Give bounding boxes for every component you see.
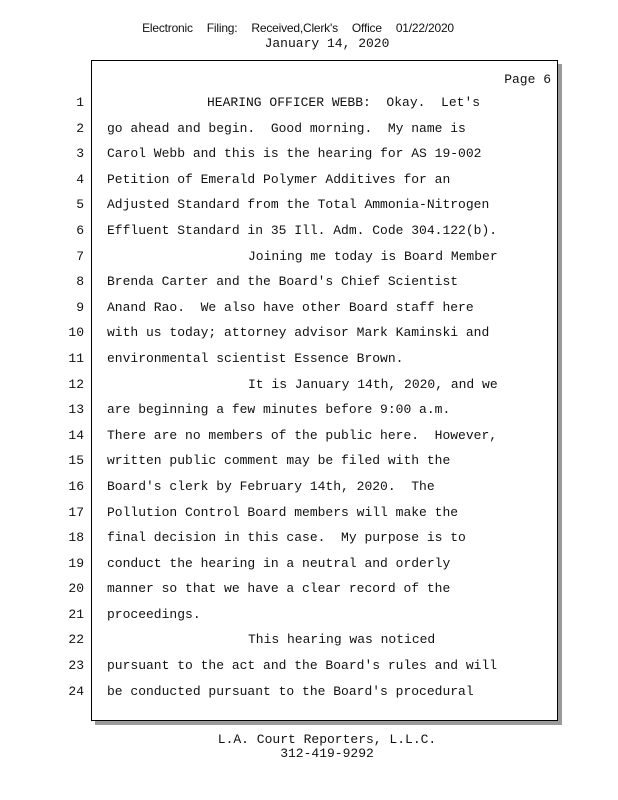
transcript-line: Petition of Emerald Polymer Additives for an	[107, 171, 451, 187]
transcript-line: Adjusted Standard from the Total Ammonia-Nitrogen	[107, 197, 490, 213]
reporter-phone: 312-419-9292	[280, 746, 374, 761]
line-number: 10	[68, 325, 84, 341]
page-number-label: Page 6	[504, 72, 551, 87]
transcript-line: Pollution Control Board members will make the	[107, 504, 459, 520]
line-number: 3	[76, 146, 84, 162]
line-number: 2	[76, 120, 84, 136]
line-number: 7	[76, 248, 84, 264]
filing-stamp	[0, 21, 596, 35]
transcript-line: Brenda Carter and the Board's Chief Scientist	[107, 274, 459, 290]
line-number: 14	[68, 427, 84, 443]
transcript-line: conduct the hearing in a neutral and orderly	[107, 555, 451, 571]
transcript-line: This hearing was noticed	[248, 632, 436, 648]
transcript-line: Anand Rao. We also have other Board staff here	[107, 299, 474, 315]
transcript-line: final decision in this case. My purpose is to	[107, 530, 466, 546]
line-number: 19	[68, 555, 84, 571]
transcript-line: There are no members of the public here. However,	[107, 427, 498, 443]
transcript-line: pursuant to the act and the Board's rules and will	[107, 658, 498, 674]
line-number: 1	[76, 95, 84, 110]
line-number: 9	[76, 299, 84, 315]
line-number: 13	[68, 402, 84, 418]
line-number: 20	[68, 581, 84, 597]
hearing-date: January 14, 2020	[264, 36, 390, 51]
stamp-date: 01/22/2020	[395, 21, 454, 35]
transcript-line: Board's clerk by February 14th, 2020. The	[107, 478, 435, 494]
transcript-line: proceedings.	[107, 606, 201, 622]
line-number: 5	[76, 197, 84, 213]
line-number: 17	[68, 504, 84, 520]
line-number: 6	[76, 222, 84, 238]
transcript-line: Effluent Standard in 35 Ill. Adm. Code 304.122(b).	[107, 222, 498, 238]
transcript-line: with us today; attorney advisor Mark Kaminski and	[107, 325, 490, 341]
line-number: 16	[68, 478, 84, 494]
transcript-line: manner so that we have a clear record of the	[107, 581, 451, 597]
line-number: 22	[68, 632, 84, 648]
transcript-line: Carol Webb and this is the hearing for AS 19-002	[107, 146, 482, 162]
transcript-line: HEARING OFFICER WEBB: Okay. Let's	[207, 95, 481, 110]
stamp-filing: Filing:	[206, 21, 238, 35]
transcript-line: are beginning a few minutes before 9:00 a.m.	[107, 402, 451, 418]
transcript-line: go ahead and begin. Good morning. My name is	[107, 120, 466, 136]
line-number: 23	[68, 658, 84, 674]
stamp-office: Office	[351, 21, 382, 35]
transcript-line: It is January 14th, 2020, and we	[248, 376, 498, 392]
stamp-received: Received,Clerk's	[251, 21, 338, 35]
transcript-line: written public comment may be filed with the	[107, 453, 451, 469]
page-footer	[0, 733, 618, 761]
line-number-column	[64, 94, 84, 708]
line-number: 8	[76, 274, 84, 290]
line-number: 4	[76, 171, 84, 187]
transcript-text	[107, 94, 507, 708]
line-number: 15	[68, 453, 84, 469]
transcript-line: environmental scientist Essence Brown.	[107, 350, 404, 366]
line-number: 24	[68, 683, 84, 699]
transcript-line: Joining me today is Board Member	[248, 248, 498, 264]
line-number: 12	[68, 376, 84, 392]
line-number: 11	[68, 350, 84, 366]
line-number: 21	[68, 606, 84, 622]
reporter-company: L.A. Court Reporters, L.L.C.	[217, 732, 437, 747]
stamp-electronic: Electronic	[142, 21, 193, 35]
transcript-line: be conducted pursuant to the Board's procedural	[107, 683, 474, 699]
line-number: 18	[68, 530, 84, 546]
